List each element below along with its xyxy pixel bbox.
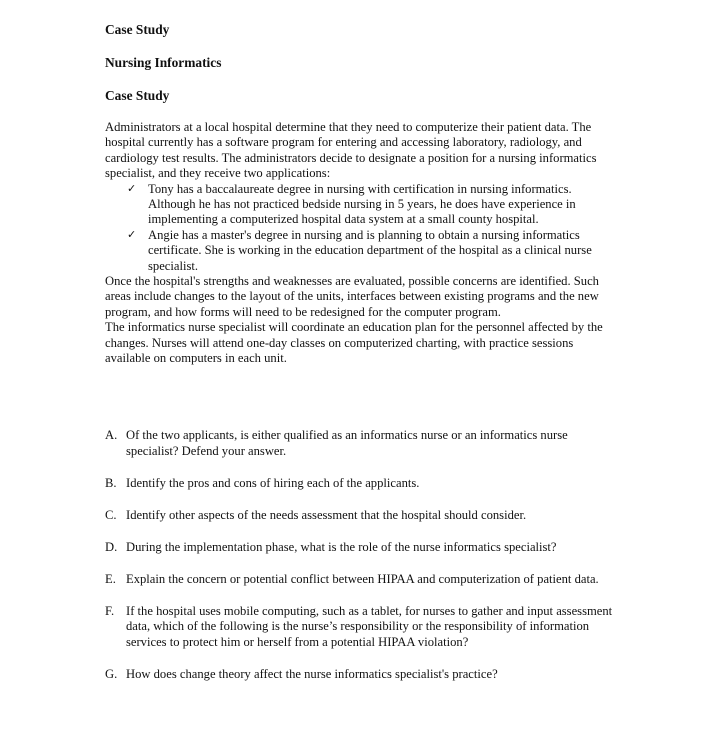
education-paragraph: The informatics nurse specialist will coordinate an education plan for the personnel affected by the changes. Nurses will attend one-day classes on computerized charting, with practice sessions available on computers in each unit. xyxy=(105,320,603,366)
question-text: During the implementation phase, what is the role of the nurse informatics specialist? xyxy=(126,539,557,554)
heading-nursing-informatics: Nursing Informatics xyxy=(105,55,222,70)
question-item xyxy=(105,508,620,524)
question-letter: B. xyxy=(105,475,117,490)
applicant-text: Angie has a master's degree in nursing and is planning to obtain a nursing informatics certificate. She is working in the education department of the hospital as a clinical nurse specialist. xyxy=(148,227,592,273)
applicant-text: Tony has a baccalaureate degree in nursing with certification in nursing informatics. Although he has not practiced bedside nursing in 5 years, he does have experience in implementing a computerized hospital data system at a small county hospital. xyxy=(148,181,576,227)
intro-paragraph: Administrators at a local hospital determine that they need to computerize their patient data. The hospital currently has a software program for entering and accessing laboratory, radiology, and cardiology test results. The administrators decide to designate a position for a nursing informatics specialist, and they receive two applications: xyxy=(105,120,597,181)
question-item xyxy=(105,428,620,459)
question-letter: A. xyxy=(105,428,118,442)
case-description xyxy=(105,120,620,367)
question-text: Explain the concern or potential conflict between HIPAA and computerization of patient data. xyxy=(126,571,599,586)
applicant-item xyxy=(127,182,620,228)
heading-case-study: Case Study xyxy=(105,22,170,37)
question-item xyxy=(105,572,620,588)
heading-case-study-2: Case Study xyxy=(105,88,170,103)
question-item xyxy=(105,540,620,556)
question-text: How does change theory affect the nurse informatics specialist's practice? xyxy=(126,666,498,681)
question-item xyxy=(105,476,620,492)
question-letter: G. xyxy=(105,666,118,681)
question-letter: F. xyxy=(105,603,115,618)
applicant-list xyxy=(105,182,620,274)
question-item xyxy=(105,604,620,651)
question-letter: C. xyxy=(105,507,117,522)
concerns-paragraph: Once the hospital's strengths and weaknesses are evaluated, possible concerns are identified. Such areas include changes to the layout of the units, interfaces between existing programs and the new program, and how forms will need to be redesigned for the computer program. xyxy=(105,274,599,319)
applicant-item xyxy=(127,228,620,274)
question-letter: D. xyxy=(105,539,118,554)
question-text: Identify the pros and cons of hiring each of the applicants. xyxy=(126,475,420,490)
question-item xyxy=(105,667,620,683)
question-text: Identify other aspects of the needs assessment that the hospital should consider. xyxy=(126,507,527,522)
question-letter: E. xyxy=(105,571,116,586)
question-text: Of the two applicants, is either qualified as an informatics nurse or an informatics nurse specialist? Defend your answer. xyxy=(126,428,568,458)
question-text: If the hospital uses mobile computing, such as a tablet, for nurses to gather and input assessment data, which of the following is the nurse’s responsibility or the responsibility of information services to protect him or herself from a potential HIPAA violation? xyxy=(126,603,613,649)
question-list xyxy=(105,428,620,699)
checkmark-icon: ✓ xyxy=(127,182,137,195)
checkmark-icon: ✓ xyxy=(127,228,137,241)
